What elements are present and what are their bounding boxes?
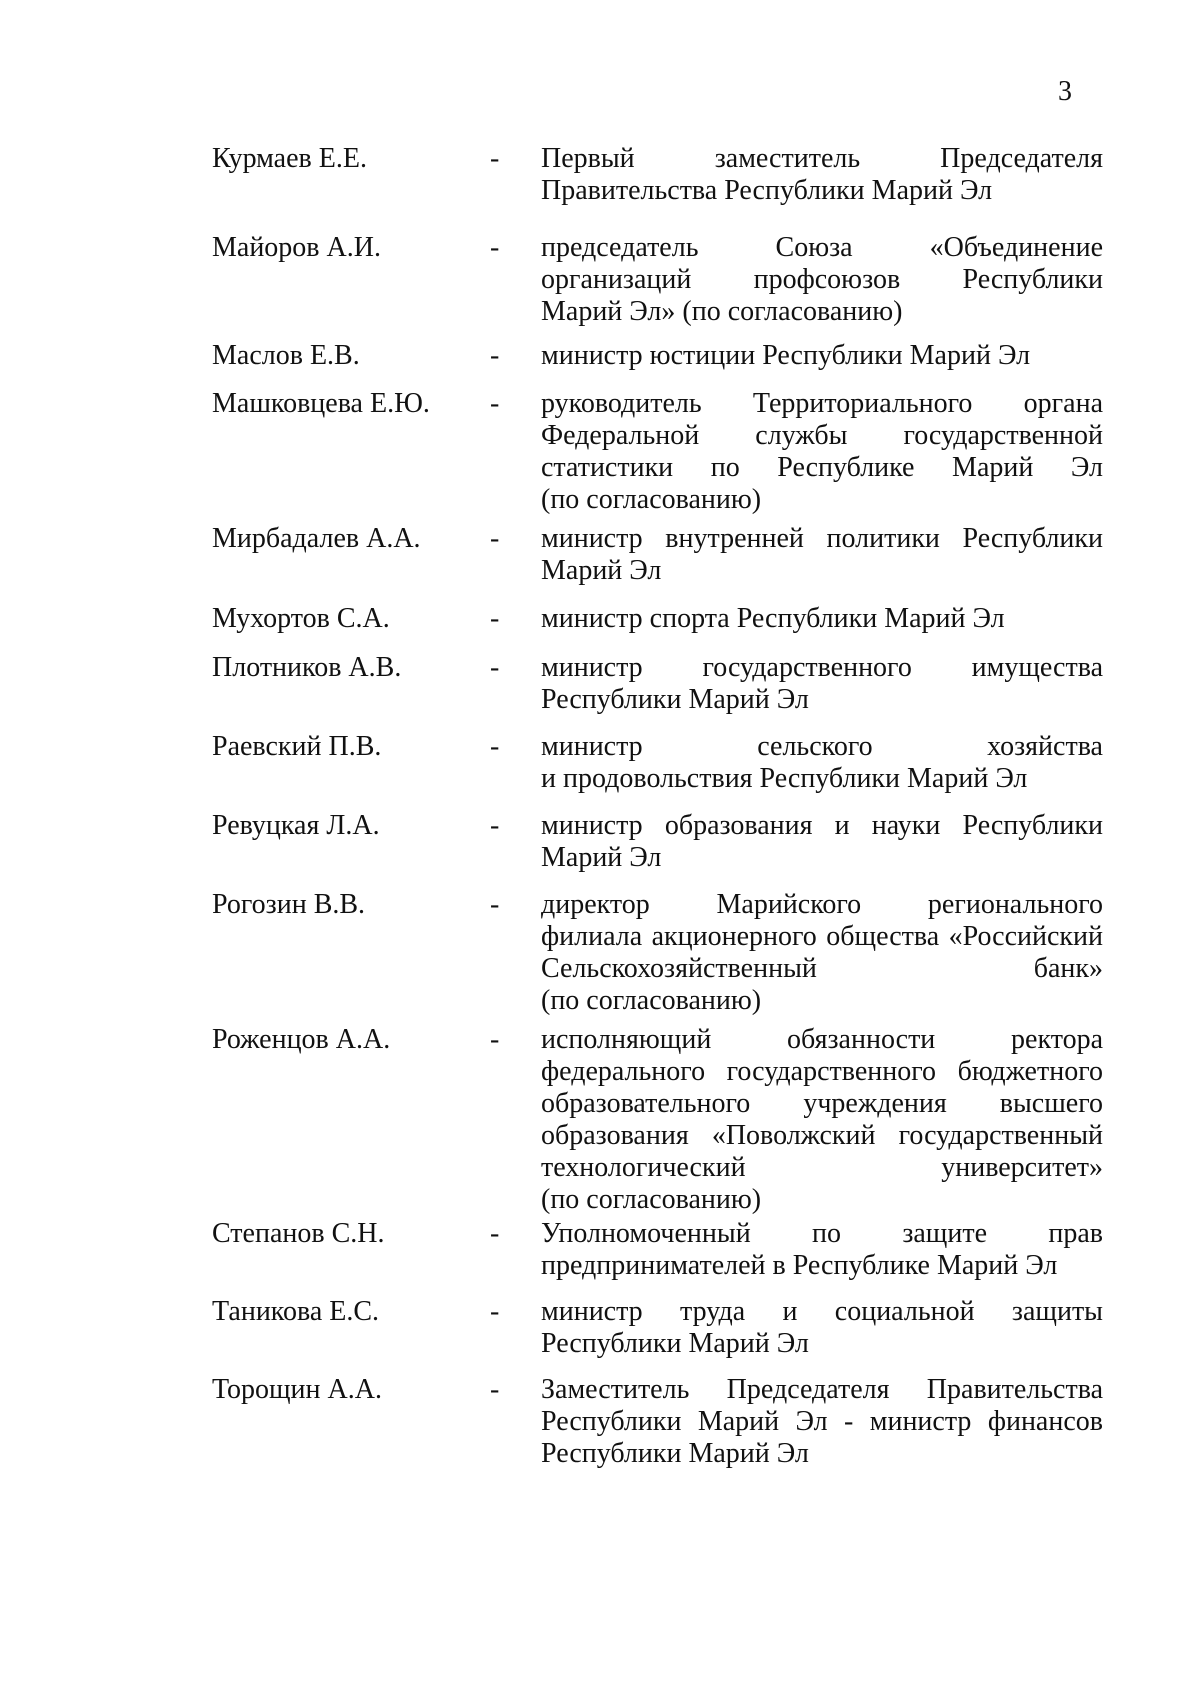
position-line: Уполномоченный по защите прав [541, 1218, 1103, 1249]
member-position [541, 523, 1103, 587]
position-line: Правительства Республики Марий Эл [541, 175, 993, 206]
separator-dash: - [490, 523, 500, 554]
member-position [541, 1374, 1103, 1470]
member-position [541, 889, 1103, 1017]
member-name: Рогозин В.В. [212, 889, 366, 920]
position-line: министр сельского хозяйства [541, 731, 1103, 762]
separator-dash: - [490, 232, 500, 263]
member-position [541, 1024, 1103, 1216]
position-line: министр образования и науки Республики [541, 810, 1103, 841]
page-number: 3 [1058, 76, 1072, 107]
separator-dash: - [490, 340, 500, 371]
position-line: Сельскохозяйственный банк» [541, 953, 1103, 984]
position-line: предпринимателей в Республике Марий Эл [541, 1250, 1058, 1281]
member-position [541, 340, 1103, 372]
position-line: министр юстиции Республики Марий Эл [541, 340, 1031, 371]
position-line: Марий Эл [541, 842, 662, 873]
separator-dash: - [490, 652, 500, 683]
member-name: Раевский П.В. [212, 731, 382, 762]
position-line: председатель Союза «Объединение [541, 232, 1103, 263]
position-line: статистики по Республике Марий Эл [541, 452, 1103, 483]
member-name: Мирбадалев А.А. [212, 523, 421, 554]
separator-dash: - [490, 1374, 500, 1405]
member-position [541, 143, 1103, 207]
position-line: технологический университет» [541, 1152, 1103, 1183]
member-position [541, 603, 1103, 635]
separator-dash: - [490, 889, 500, 920]
position-line: директор Марийского регионального [541, 889, 1103, 920]
position-line: Марий Эл» (по согласованию) [541, 296, 903, 327]
position-line: министр государственного имущества [541, 652, 1103, 683]
position-line: образовательного учреждения высшего [541, 1088, 1103, 1119]
position-line: Республики Марий Эл - министр финансов [541, 1406, 1103, 1437]
position-line: министр труда и социальной защиты [541, 1296, 1103, 1327]
position-line: и продовольствия Республики Марий Эл [541, 763, 1028, 794]
member-name: Курмаев Е.Е. [212, 143, 367, 174]
position-line: Республики Марий Эл [541, 1328, 809, 1359]
member-name: Майоров А.И. [212, 232, 381, 263]
position-line: организаций профсоюзов Республики [541, 264, 1103, 295]
separator-dash: - [490, 810, 500, 841]
member-position [541, 232, 1103, 328]
position-line: министр внутренней политики Республики [541, 523, 1103, 554]
separator-dash: - [490, 1218, 500, 1249]
separator-dash: - [490, 388, 500, 419]
position-line: министр спорта Республики Марий Эл [541, 603, 1005, 634]
position-line: руководитель Территориального органа [541, 388, 1103, 419]
separator-dash: - [490, 731, 500, 762]
separator-dash: - [490, 143, 500, 174]
member-name: Мухортов С.А. [212, 603, 390, 634]
position-line: Федеральной службы государственной [541, 420, 1103, 451]
position-line: (по согласованию) [541, 484, 762, 515]
position-line: федерального государственного бюджетного [541, 1056, 1103, 1087]
separator-dash: - [490, 603, 500, 634]
member-position [541, 652, 1103, 716]
position-line: филиала акционерного общества «Российский [541, 921, 1103, 952]
separator-dash: - [490, 1296, 500, 1327]
position-line: образования «Поволжский государственный [541, 1120, 1103, 1151]
position-line: Республики Марий Эл [541, 684, 809, 715]
member-position [541, 810, 1103, 874]
position-line: Марий Эл [541, 555, 662, 586]
member-name: Степанов С.Н. [212, 1218, 385, 1249]
member-position [541, 388, 1103, 516]
position-line: (по согласованию) [541, 1184, 762, 1215]
member-name: Маслов Е.В. [212, 340, 360, 371]
member-name: Машковцева Е.Ю. [212, 388, 430, 419]
member-position [541, 1218, 1103, 1282]
member-name: Плотников А.В. [212, 652, 402, 683]
member-position [541, 731, 1103, 795]
position-line: Заместитель Председателя Правительства [541, 1374, 1103, 1405]
member-position [541, 1296, 1103, 1360]
position-line: (по согласованию) [541, 985, 762, 1016]
member-name: Ревуцкая Л.А. [212, 810, 380, 841]
member-name: Таникова Е.С. [212, 1296, 380, 1327]
position-line: Первый заместитель Председателя [541, 143, 1103, 174]
position-line: Республики Марий Эл [541, 1438, 809, 1469]
separator-dash: - [490, 1024, 500, 1055]
member-name: Роженцов А.А. [212, 1024, 391, 1055]
position-line: исполняющий обязанности ректора [541, 1024, 1103, 1055]
member-name: Торощин А.А. [212, 1374, 382, 1405]
